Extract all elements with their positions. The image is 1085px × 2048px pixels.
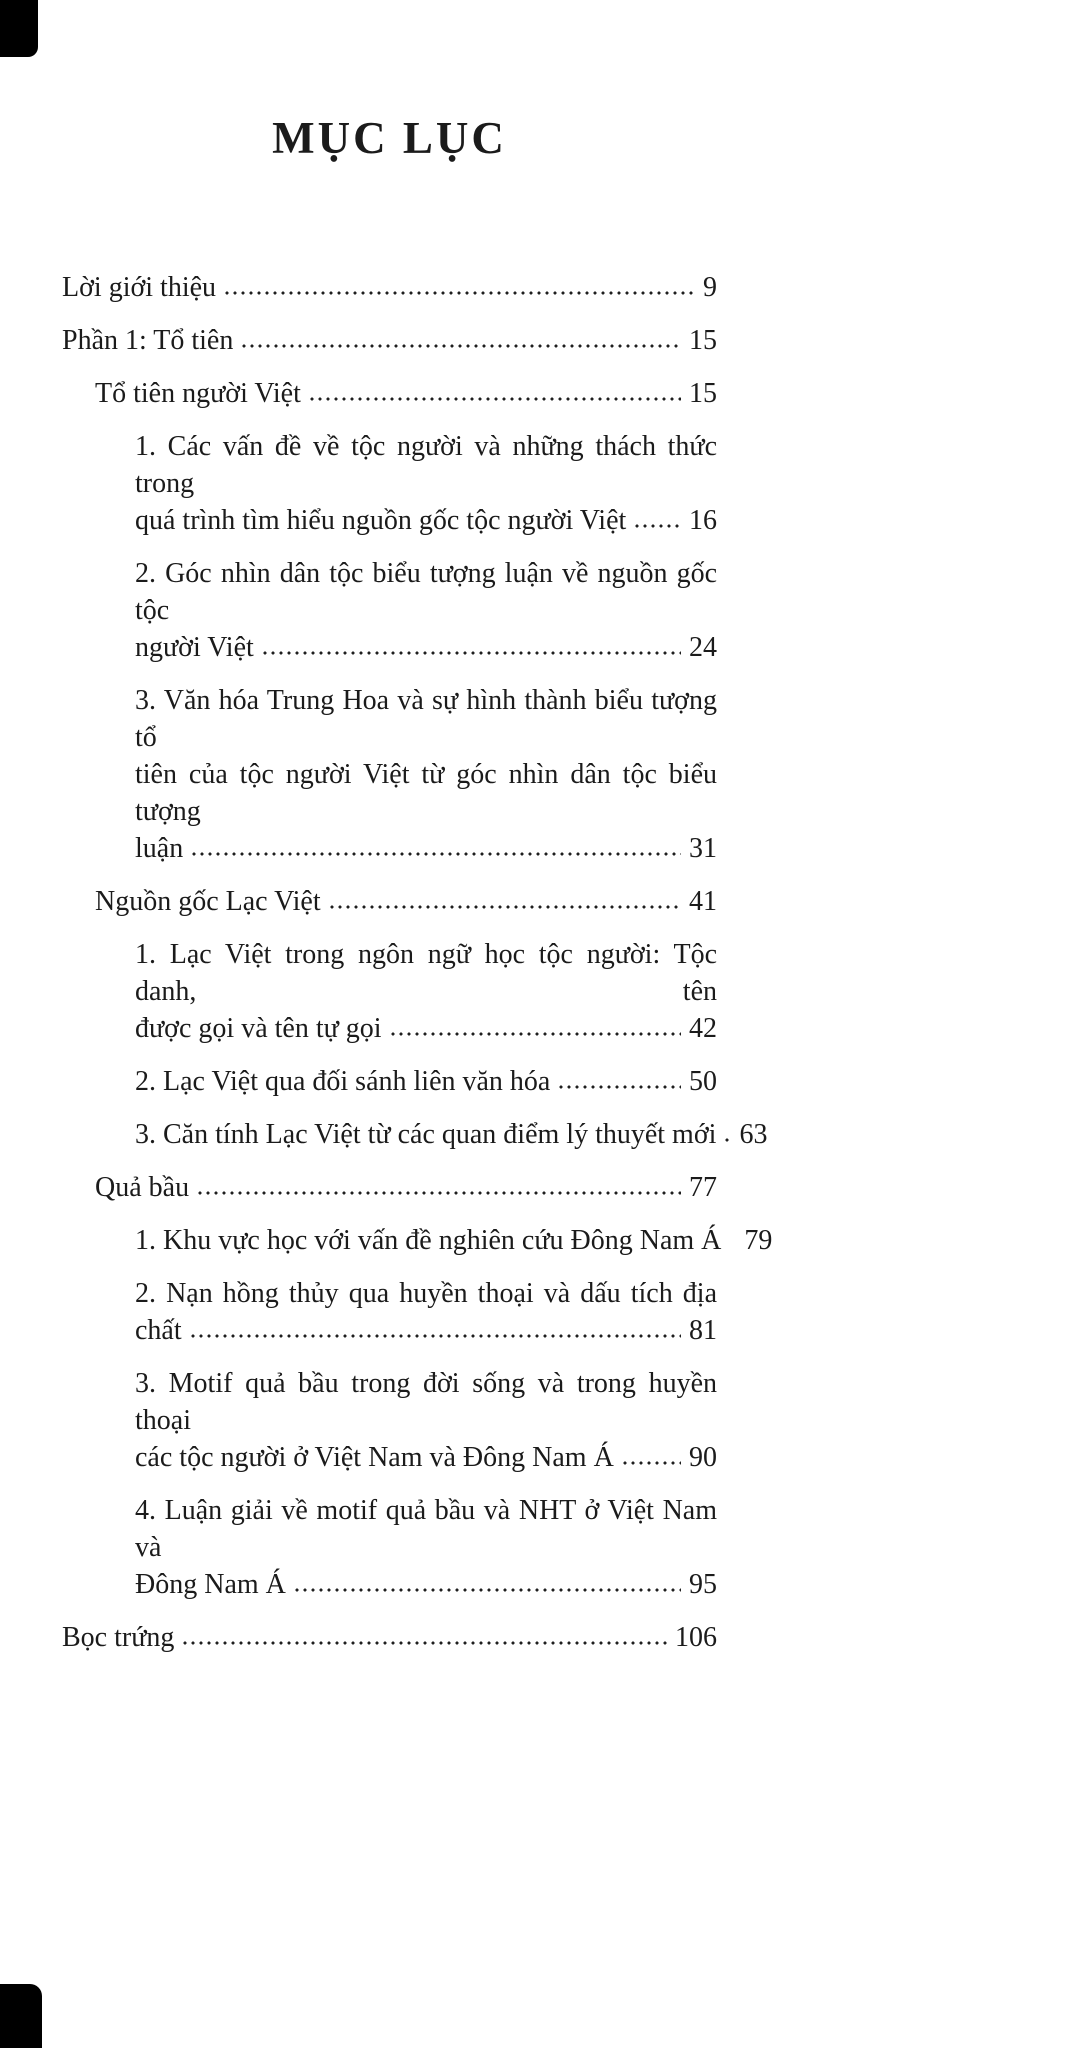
dot-leader	[728, 1243, 736, 1249]
toc-entry-text: Lời giới thiệu	[62, 272, 217, 303]
toc-entry	[62, 1619, 717, 1656]
toc-page-number: 42	[689, 1013, 717, 1044]
toc-entry	[62, 883, 717, 920]
toc-entry	[62, 682, 717, 867]
dot-leader	[196, 1190, 681, 1196]
toc-page-number: 31	[689, 833, 717, 864]
scan-artifact-top-left	[0, 0, 38, 57]
toc-entry-lastline	[135, 1222, 773, 1259]
scan-artifact-bottom-left	[0, 1984, 42, 2048]
toc-entry	[62, 428, 717, 539]
dot-leader	[189, 1333, 681, 1339]
toc-entry	[62, 1275, 717, 1349]
dot-leader	[389, 1031, 681, 1037]
toc-entry-line: 2. Góc nhìn dân tộc biểu tượng luận về nguồn gốc tộc	[135, 558, 717, 626]
toc-entry	[62, 269, 717, 306]
dot-leader	[328, 904, 681, 910]
toc-page-number: 24	[689, 632, 717, 663]
toc-page-number: 77	[689, 1172, 717, 1203]
toc-entry-lastline	[135, 1063, 717, 1100]
toc-entry-line: 3. Văn hóa Trung Hoa và sự hình thành biểu tượng tổ	[135, 685, 717, 753]
toc-entry-text: các tộc người ở Việt Nam và Đông Nam Á	[135, 1442, 614, 1473]
toc-entry	[62, 1063, 717, 1100]
toc-entry	[62, 1169, 717, 1206]
toc-entry-lastline	[135, 1312, 717, 1349]
toc-entry-text: Nguồn gốc Lạc Việt	[95, 886, 321, 917]
toc-list	[62, 269, 773, 1656]
dot-leader	[190, 851, 681, 857]
toc-page-number: 63	[739, 1119, 768, 1150]
toc-entry-line: 3. Motif quả bầu trong đời sống và trong huyền thoại	[135, 1368, 717, 1436]
dot-leader	[308, 396, 681, 402]
toc-page-number: 95	[689, 1569, 717, 1600]
dot-leader	[181, 1640, 667, 1646]
toc-entry	[62, 1116, 768, 1153]
toc-entry-text: luận	[135, 833, 184, 864]
dot-leader	[621, 1460, 681, 1466]
toc-entry-text: 2. Lạc Việt qua đối sánh liên văn hóa	[135, 1066, 551, 1097]
toc-page-number: 9	[703, 272, 717, 303]
toc-entry-lastline	[95, 1169, 717, 1206]
toc-entry-lastline	[62, 269, 717, 306]
toc-entry-text: người Việt	[135, 632, 254, 663]
toc-entry	[62, 1492, 717, 1603]
toc-entry-lastline	[135, 1116, 768, 1153]
toc-entry-lastline	[135, 502, 717, 539]
toc-entry-text: 3. Căn tính Lạc Việt từ các quan điểm lý thuyết mới	[135, 1119, 717, 1150]
toc-page-number: 41	[689, 886, 717, 917]
dot-leader	[223, 290, 695, 296]
toc-entry-line: 1. Các vấn đề về tộc người và những thách thức trong	[135, 431, 717, 499]
toc-page-number: 79	[744, 1225, 773, 1256]
toc-page-number: 50	[689, 1066, 717, 1097]
toc-entry-lastline	[135, 629, 717, 666]
toc-entry-text: Bọc trứng	[62, 1622, 175, 1653]
toc-page-number: 90	[689, 1442, 717, 1473]
toc-entry-text: Đông Nam Á	[135, 1569, 286, 1600]
dot-leader	[240, 343, 681, 349]
toc-entry-lastline	[62, 1619, 717, 1656]
toc-entry-lastline	[135, 1439, 717, 1476]
toc-entry-text: Phần 1: Tổ tiên	[62, 325, 234, 356]
dot-leader	[261, 650, 681, 656]
toc-entry-text: Quả bầu	[95, 1172, 190, 1203]
toc-entry-lastline	[62, 322, 717, 359]
toc-page-number: 15	[689, 378, 717, 409]
toc-entry	[62, 1365, 717, 1476]
toc-page-number: 81	[689, 1315, 717, 1346]
toc-page-number: 106	[675, 1622, 717, 1653]
toc-entry-lastline	[135, 830, 717, 867]
toc-page-number: 16	[689, 505, 717, 536]
toc-entry	[62, 555, 717, 666]
toc-entry-line: tiên của tộc người Việt từ góc nhìn dân tộc biểu tượng	[135, 759, 717, 827]
toc-entry	[62, 375, 717, 412]
dot-leader	[633, 523, 681, 529]
toc-page-number: 15	[689, 325, 717, 356]
toc-entry-lastline	[135, 1566, 717, 1603]
dot-leader	[293, 1587, 681, 1593]
page-title: MỤC LỤC	[272, 113, 507, 163]
toc-entry-text: Tổ tiên người Việt	[95, 378, 301, 409]
toc-entry-line: 1. Lạc Việt trong ngôn ngữ học tộc người: Tộc danh, tên	[135, 939, 717, 1007]
toc-entry	[62, 936, 717, 1047]
toc-entry-text: chất	[135, 1315, 182, 1346]
toc-entry-text: 1. Khu vực học với vấn đề nghiên cứu Đông Nam Á	[135, 1225, 722, 1256]
toc-entry-line: 4. Luận giải về motif quả bầu và NHT ở Việt Nam và	[135, 1495, 717, 1563]
toc-entry	[62, 322, 717, 359]
toc-entry-lastline	[95, 883, 717, 920]
toc-entry-line: 2. Nạn hồng thủy qua huyền thoại và dấu tích địa	[135, 1278, 717, 1309]
toc-entry-text: được gọi và tên tự gọi	[135, 1013, 382, 1044]
toc-entry	[62, 1222, 773, 1259]
toc-entry-text: quá trình tìm hiểu nguồn gốc tộc người Việt	[135, 505, 627, 536]
toc-entry-lastline	[95, 375, 717, 412]
toc-entry-lastline	[135, 1010, 717, 1047]
dot-leader	[723, 1137, 731, 1143]
dot-leader	[557, 1084, 681, 1090]
